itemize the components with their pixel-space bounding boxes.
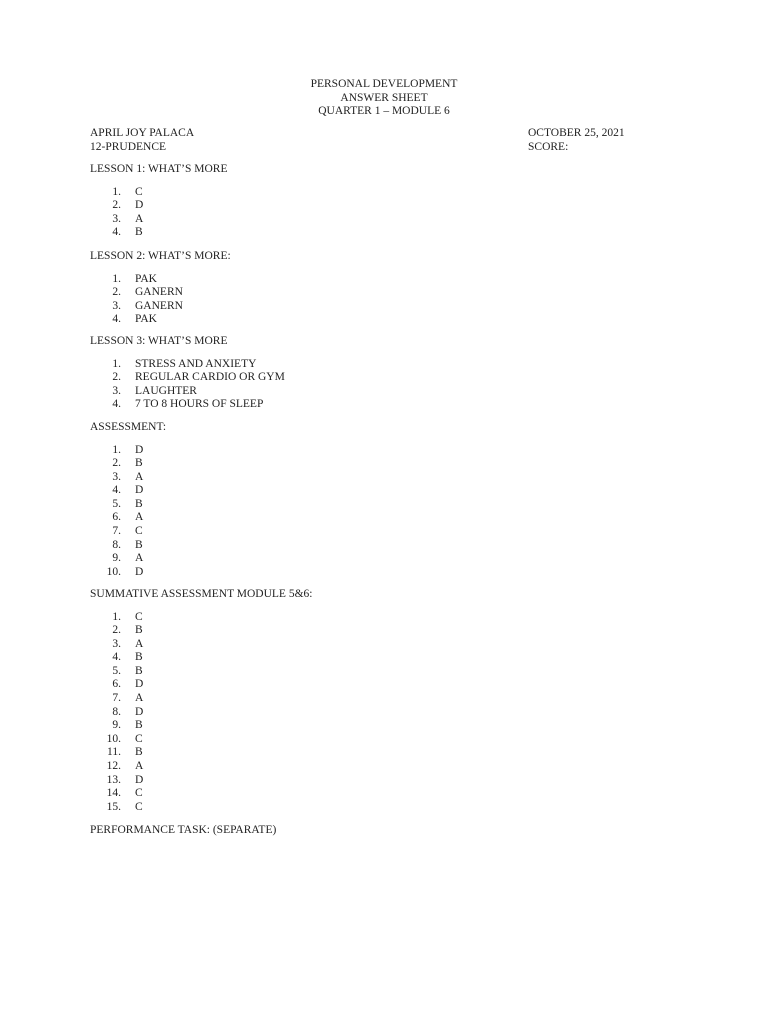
item-answer: C <box>135 185 143 198</box>
lesson3-answer-list <box>90 357 285 412</box>
assessment-section <box>90 421 166 579</box>
student-section: 12-PRUDENCE <box>90 140 167 153</box>
list-item <box>90 286 231 300</box>
item-number: 1. <box>112 272 121 285</box>
item-number: 2. <box>112 457 121 470</box>
item-answer: D <box>135 484 144 497</box>
item-answer: D <box>135 565 144 578</box>
item-answer: STRESS AND ANXIETY <box>135 357 257 370</box>
item-answer: D <box>135 773 144 786</box>
list-item <box>90 385 227 399</box>
item-number: 1. <box>112 185 121 198</box>
list-item <box>90 760 312 774</box>
list-item <box>90 525 166 539</box>
item-answer: REGULAR CARDIO OR GYM <box>135 371 285 384</box>
lesson2-section <box>90 250 231 327</box>
item-number: 2. <box>112 199 121 212</box>
item-number: 2. <box>112 286 121 299</box>
list-item <box>90 273 231 287</box>
item-answer: A <box>135 212 144 225</box>
item-answer: A <box>135 760 144 773</box>
item-answer: B <box>135 719 143 732</box>
list-item <box>90 638 312 652</box>
list-item <box>90 566 166 580</box>
item-answer: A <box>135 637 144 650</box>
item-answer: C <box>135 800 143 813</box>
item-number: 5. <box>112 664 121 677</box>
item-answer: B <box>135 457 143 470</box>
item-answer: B <box>135 624 143 637</box>
item-answer: B <box>135 651 143 664</box>
item-number: 15. <box>106 800 121 813</box>
item-number: 8. <box>112 538 121 551</box>
lesson3-title: LESSON 3: WHAT’S MORE <box>90 335 228 347</box>
item-answer: LAUGHTER <box>135 384 197 397</box>
assessment-answer-list <box>90 444 166 580</box>
lesson1-title: LESSON 1: WHAT’S MORE <box>90 163 228 175</box>
item-number: 13. <box>106 773 121 786</box>
list-item <box>90 511 166 525</box>
list-item <box>90 484 166 498</box>
list-item <box>90 787 312 801</box>
list-item <box>90 213 227 227</box>
item-number: 12. <box>106 760 121 773</box>
item-number: 9. <box>112 719 121 732</box>
list-item <box>90 457 166 471</box>
item-number: 1. <box>112 357 121 370</box>
quarter-module-title: QUARTER 1 – MODULE 6 <box>318 105 450 117</box>
item-answer: C <box>135 525 143 538</box>
item-number: 4. <box>112 313 121 326</box>
lesson3-section <box>90 335 285 412</box>
item-number: 1. <box>112 443 121 456</box>
item-answer: B <box>135 497 143 510</box>
item-answer: GANERN <box>135 286 183 299</box>
list-item <box>90 313 231 327</box>
list-item <box>90 357 257 372</box>
list-item <box>90 706 312 720</box>
item-number: 1. <box>112 610 121 623</box>
item-answer: B <box>135 664 143 677</box>
item-answer: A <box>135 552 144 565</box>
item-number: 9. <box>112 552 121 565</box>
item-number: 8. <box>112 705 121 718</box>
lesson1-answer-list <box>90 186 227 240</box>
lesson2-answer-list <box>90 273 231 327</box>
list-item <box>90 444 166 458</box>
date-score-info <box>528 127 625 154</box>
item-answer: B <box>135 226 143 239</box>
item-answer: D <box>135 678 144 691</box>
list-item <box>90 300 231 314</box>
list-item <box>90 398 264 412</box>
item-answer: D <box>135 705 144 718</box>
item-number: 2. <box>112 371 121 384</box>
list-item <box>90 733 312 747</box>
item-answer: GANERN <box>135 299 183 312</box>
item-answer: C <box>135 787 143 800</box>
item-number: 6. <box>112 511 121 524</box>
item-answer: 7 TO 8 HOURS OF SLEEP <box>135 398 264 411</box>
item-answer: B <box>135 538 143 551</box>
list-item <box>90 371 285 385</box>
list-item <box>90 471 166 485</box>
list-item <box>90 801 312 815</box>
list-item <box>90 746 312 760</box>
list-item <box>90 186 227 200</box>
item-number: 10. <box>106 565 121 578</box>
student-info <box>90 127 194 154</box>
assessment-title: ASSESSMENT: <box>90 421 167 433</box>
list-item <box>90 651 312 665</box>
item-number: 10. <box>106 732 121 745</box>
list-item <box>90 678 312 692</box>
item-number: 3. <box>112 470 121 483</box>
item-number: 3. <box>112 299 121 312</box>
list-item <box>90 665 312 679</box>
item-number: 4. <box>112 398 121 411</box>
item-answer: A <box>135 511 144 524</box>
item-number: 4. <box>112 226 121 239</box>
item-number: 7. <box>112 525 121 538</box>
item-number: 4. <box>112 484 121 497</box>
item-answer: C <box>135 732 143 745</box>
list-item <box>90 552 166 566</box>
item-answer: C <box>135 610 143 623</box>
sheet-title: ANSWER SHEET <box>340 91 428 104</box>
lesson1-section <box>90 163 227 240</box>
performance-title: PERFORMANCE TASK: (SEPARATE) <box>90 824 277 836</box>
item-number: 3. <box>112 212 121 225</box>
item-number: 7. <box>112 692 121 705</box>
item-number: 3. <box>112 384 121 397</box>
list-item <box>90 226 227 240</box>
item-answer: PAK <box>135 272 157 285</box>
item-number: 11. <box>107 746 121 759</box>
item-number: 5. <box>112 497 121 510</box>
item-answer: A <box>135 470 144 483</box>
lesson2-title: LESSON 2: WHAT’S MORE: <box>90 250 231 262</box>
list-item <box>90 692 312 706</box>
document-header <box>0 78 768 119</box>
list-item <box>90 719 312 733</box>
item-answer: D <box>135 443 144 456</box>
item-number: 14. <box>106 787 121 800</box>
item-number: 6. <box>112 678 121 691</box>
subject-title: PERSONAL DEVELOPMENT <box>310 78 458 90</box>
item-number: 3. <box>112 637 121 650</box>
item-answer: B <box>135 746 143 759</box>
item-answer: A <box>135 692 144 705</box>
date: OCTOBER 25, 2021 <box>528 127 625 139</box>
item-answer: D <box>135 199 144 212</box>
student-name: APRIL JOY PALACA <box>90 127 195 139</box>
item-answer: PAK <box>135 313 157 326</box>
list-item <box>90 498 166 512</box>
list-item <box>90 774 312 788</box>
summative-answer-list <box>90 611 312 815</box>
summative-title: SUMMATIVE ASSESSMENT MODULE 5&6: <box>90 588 313 600</box>
list-item <box>90 199 227 213</box>
performance-section <box>90 824 276 838</box>
item-number: 4. <box>112 651 121 664</box>
list-item <box>90 624 312 638</box>
list-item <box>90 611 312 625</box>
score-label: SCORE: <box>528 140 569 153</box>
item-number: 2. <box>112 624 121 637</box>
summative-section <box>90 588 312 814</box>
list-item <box>90 539 166 553</box>
